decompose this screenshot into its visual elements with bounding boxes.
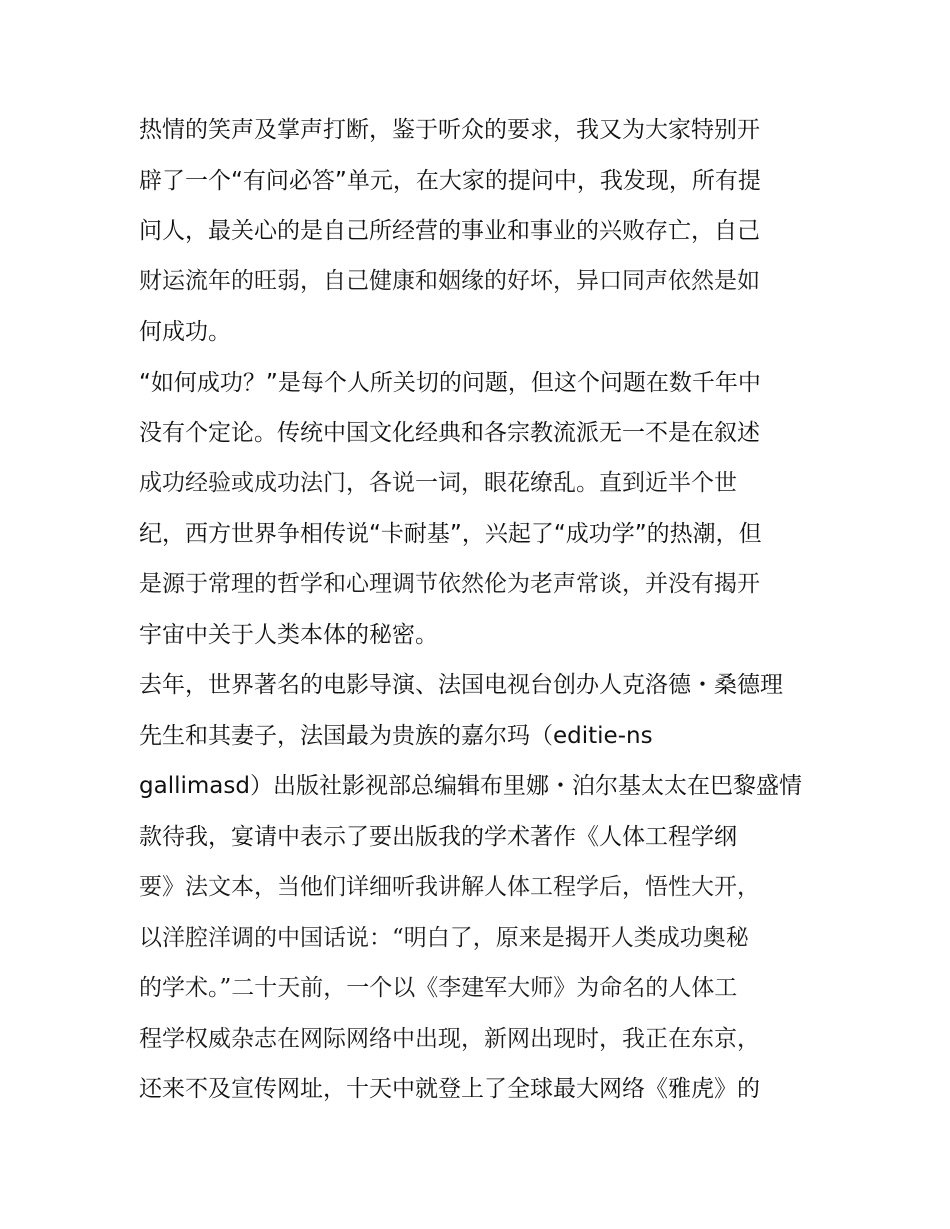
text-line-13: 先生和其妻子，法国最为贵族的嘉尔玛（editie-ns: [139, 723, 653, 749]
text-line-20: 还来不及宣传网址，十天中就登上了全球最大网络《雅虎》的: [139, 1076, 760, 1102]
text-line-8: 成功经验或成功法门，各说一词，眼花缭乱。直到近半个世: [139, 470, 737, 496]
text-line-17: 以洋腔洋调的中国话说：“明白了，原来是揭开人类成功奥秘: [139, 925, 749, 951]
text-line-19: 程学权威杂志在网际网络中出现，新网出现时，我正在东京，: [139, 1026, 760, 1052]
text-line-4: 财运流年的旺弱，自己健康和姻缘的好坏，异口同声依然是如: [139, 268, 760, 294]
text-line-16: 要》法文本，当他们详细听我讲解人体工程学后，悟性大开，: [139, 874, 760, 900]
text-line-10: 是源于常理的哲学和心理调节依然伦为老声常谈，并没有揭开: [139, 571, 760, 597]
text-line-6: “如何成功？”是每个人所关切的问题，但这个问题在数千年中: [139, 370, 761, 396]
text-line-14: gallimasd）出版社影视部总编辑布里娜・泊尔基太太在巴黎盛情: [139, 773, 802, 799]
text-line-9: 纪，西方世界争相传说“卡耐基”，兴起了“成功学”的热潮，但: [139, 521, 762, 547]
text-line-1: 热情的笑声及掌声打断，鉴于听众的要求，我又为大家特别开: [139, 117, 760, 143]
text-line-12: 去年，世界著名的电影导演、法国电视台创办人克洛德・桑德理: [139, 672, 783, 698]
text-line-5: 何成功。: [139, 319, 231, 345]
text-line-11: 宇宙中关于人类本体的秘密。: [139, 622, 438, 648]
text-line-18: 的学术。”二十天前，一个以《李建军大师》为命名的人体工: [139, 975, 738, 1001]
text-line-15: 款待我，宴请中表示了要出版我的学术著作《人体工程学纲: [139, 824, 737, 850]
text-line-7: 没有个定论。传统中国文化经典和各宗教流派无一不是在叙述: [139, 420, 760, 446]
text-line-2: 辟了一个“有问必答”单元，在大家的提问中，我发现，所有提: [139, 168, 761, 194]
text-line-3: 问人，最关心的是自己所经营的事业和事业的兴败存亡，自己: [139, 218, 760, 244]
